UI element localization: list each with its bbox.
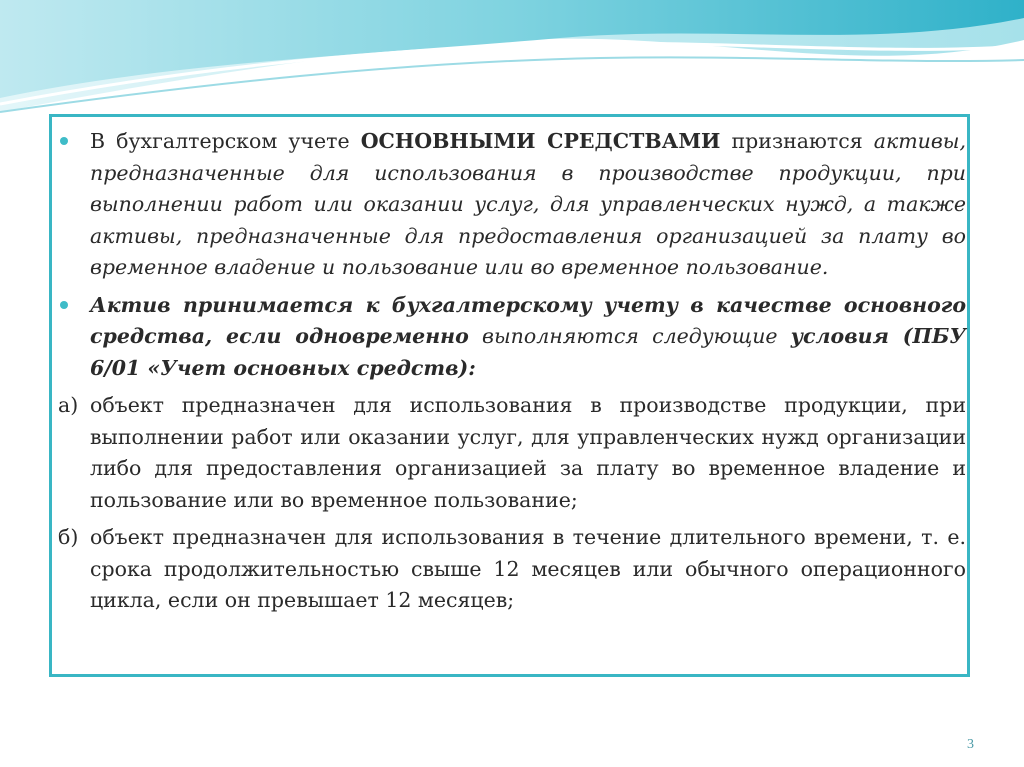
list-item-b	[58, 522, 966, 617]
slide-content	[58, 126, 966, 623]
list-label: а)	[58, 393, 79, 417]
bold-italic-text: условия (ПБУ 6/01 «Учет основных средств):	[90, 324, 966, 380]
text-segment: признаются	[731, 129, 863, 153]
paragraph-asset-conditions	[58, 290, 966, 385]
italic-text: выполняются следующие	[482, 324, 778, 348]
list-label: б)	[58, 525, 79, 549]
list-item-a	[58, 390, 966, 516]
text-segment: В бухгалтерском учете	[90, 129, 350, 153]
decorative-wave-header	[0, 0, 1024, 130]
italic-text: активы, предназначенные для использования в производстве продукции, при выполнении работ или оказании услуг, для управленческих нужд, а также активы, предназначенные для предоставления организацией за плату во временное владение и пользование или во временное пользование.	[90, 129, 966, 279]
bold-term: ОСНОВНЫМИ СРЕДСТВАМИ	[360, 129, 721, 153]
bullet-dot-icon	[60, 301, 68, 309]
list-item-text: объект предназначен для использования в течение длительного времени, т. е. срока продолжительностью свыше 12 месяцев или обычного операционного цикла, если он превышает 12 месяцев;	[90, 525, 966, 612]
page-number: 3	[967, 737, 974, 752]
bold-italic-text: Актив принимается к бухгалтерскому учету в качестве основного средства, если одновременно	[90, 292, 966, 348]
bullet-dot-icon	[60, 137, 68, 145]
list-item-text: объект предназначен для использования в производстве продукции, при выполнении работ или оказании услуг, для управленческих нужд организации либо для предоставления организацией за плату во временное владение и пользование или во временное пользование;	[90, 393, 966, 512]
paragraph-fixed-assets-definition	[58, 126, 966, 284]
